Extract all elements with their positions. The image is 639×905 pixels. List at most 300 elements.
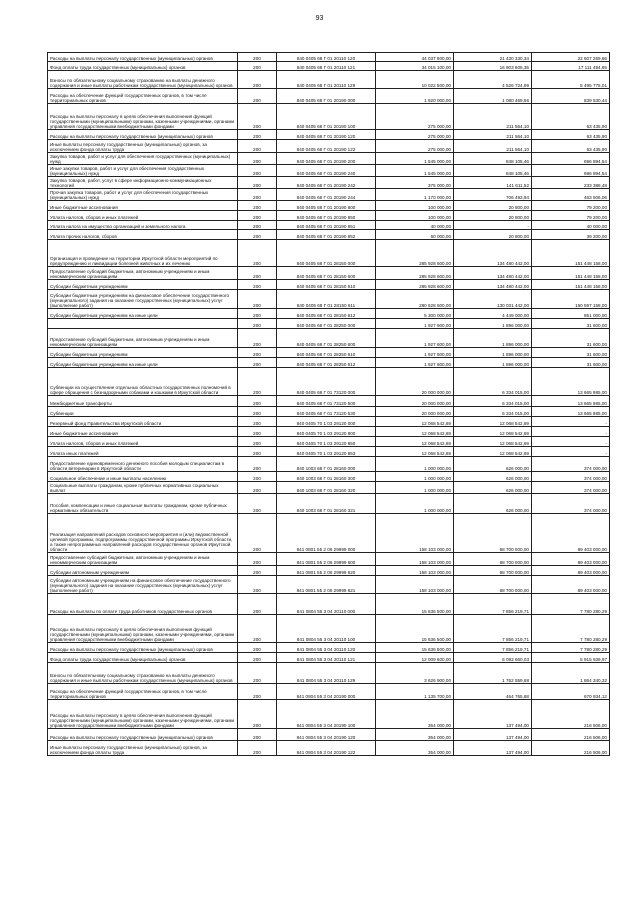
row-admin-code: 200 bbox=[238, 741, 277, 756]
table-row bbox=[48, 576, 610, 594]
row-unexecuted-amount: 7 780 280,29 bbox=[532, 615, 610, 643]
row-unexecuted-amount: - bbox=[532, 447, 610, 457]
row-unexecuted-amount: 696 894,54 bbox=[532, 153, 610, 165]
row-approved-amount: 354 000,00 bbox=[376, 741, 454, 756]
row-description: Межбюджетные трансферты bbox=[48, 396, 238, 407]
row-unexecuted-amount: 374 000,00 bbox=[532, 472, 610, 482]
table-row bbox=[48, 319, 610, 329]
row-budget-classification-code: 840 0405 68 Г 01 28150 612 bbox=[277, 309, 376, 319]
row-budget-classification-code: 840 0405 68 Г 01 28250 600 bbox=[277, 329, 376, 348]
row-approved-amount: 1 927 600,00 bbox=[376, 348, 454, 358]
row-approved-amount: 158 103 000,00 bbox=[376, 576, 454, 594]
row-description: Расходы на выплаты по оплате труда работников государственных органов bbox=[48, 594, 238, 615]
row-approved-amount: 15 636 500,00 bbox=[376, 594, 454, 615]
table-row bbox=[48, 494, 610, 514]
row-description: Прочая закупка товаров, работ и услуг для обеспечения государственных (муниципальных) нужд bbox=[48, 189, 238, 201]
row-approved-amount: 15 636 500,00 bbox=[376, 615, 454, 643]
table-row bbox=[48, 240, 610, 267]
row-description: Расходы на выплаты персоналу в целях обеспечения выполнения функций государственными (муниципальными) органами, казенными учреждениями, органами управления государственными внебюджетными фондами bbox=[48, 700, 238, 729]
row-executed-amount: 12 068 542,69 bbox=[454, 447, 532, 457]
budget-execution-table bbox=[47, 52, 610, 756]
row-admin-code: 200 bbox=[238, 594, 277, 615]
table-row bbox=[48, 130, 610, 140]
row-approved-amount: 44 037 600,00 bbox=[376, 53, 454, 62]
row-budget-classification-code: 841 0801 55 2 06 29999 620 bbox=[277, 566, 376, 576]
row-budget-classification-code: 840 1003 68 Г 01 28160 000 bbox=[277, 457, 376, 472]
row-approved-amount: 354 000,00 bbox=[376, 700, 454, 729]
row-executed-amount: 16 903 605,35 bbox=[454, 62, 532, 71]
row-approved-amount: 1 000 000,00 bbox=[376, 482, 454, 494]
row-budget-classification-code: 840 0405 70 1 03 29120 000 bbox=[277, 417, 376, 427]
row-executed-amount: 6 093 660,03 bbox=[454, 653, 532, 663]
row-budget-classification-code: 840 0405 68 Г 01 28250 000 bbox=[277, 319, 376, 329]
row-approved-amount: 100 000,00 bbox=[376, 201, 454, 211]
row-description: Уплата налогов, сборов и иных платежей bbox=[48, 211, 238, 221]
row-budget-classification-code: 841 0804 55 3 04 20190 100 bbox=[277, 700, 376, 729]
row-executed-amount: 137 494,00 bbox=[454, 700, 532, 729]
table-row bbox=[48, 230, 610, 240]
row-description: Взносы по обязательному социальному страхованию на выплаты денежного содержания и иные выплаты работникам государственных (муниципальных) органов bbox=[48, 663, 238, 684]
row-description: Резервный фонд Правительства Иркутской области bbox=[48, 417, 238, 427]
row-admin-code: 200 bbox=[238, 553, 277, 566]
row-executed-amount: 1 762 559,68 bbox=[454, 663, 532, 684]
table-row bbox=[48, 329, 610, 348]
row-unexecuted-amount: 31 600,00 bbox=[532, 358, 610, 368]
table-row bbox=[48, 457, 610, 472]
row-admin-code: 200 bbox=[238, 153, 277, 165]
row-admin-code: 200 bbox=[238, 165, 277, 177]
row-budget-classification-code: 840 0405 68 Г 01 20190 240 bbox=[277, 165, 376, 177]
row-approved-amount: 158 103 000,00 bbox=[376, 566, 454, 576]
row-approved-amount: 10 022 500,00 bbox=[376, 71, 454, 89]
row-budget-classification-code: 840 0405 68 Г 01 28250 612 bbox=[277, 358, 376, 368]
row-approved-amount: 158 103 000,00 bbox=[376, 514, 454, 553]
table-body bbox=[48, 53, 610, 756]
row-approved-amount: 1 545 000,00 bbox=[376, 165, 454, 177]
row-unexecuted-amount: 22 607 269,66 bbox=[532, 53, 610, 62]
row-budget-classification-code: 841 0804 55 3 04 20190 120 bbox=[277, 729, 376, 741]
row-executed-amount: 1 896 000,00 bbox=[454, 358, 532, 368]
row-admin-code: 200 bbox=[238, 457, 277, 472]
table-row bbox=[48, 643, 610, 653]
row-approved-amount: 285 928 600,00 bbox=[376, 280, 454, 290]
table-row bbox=[48, 348, 610, 358]
row-budget-classification-code: 840 1003 68 Г 01 28160 321 bbox=[277, 494, 376, 514]
row-executed-amount: 21 430 330,34 bbox=[454, 53, 532, 62]
row-description: Субсидии бюджетным учреждениям bbox=[48, 348, 238, 358]
row-unexecuted-amount: - bbox=[532, 437, 610, 447]
row-budget-classification-code: 840 1003 68 Г 01 28160 320 bbox=[277, 482, 376, 494]
row-approved-amount: 285 928 600,00 bbox=[376, 240, 454, 267]
row-approved-amount: 1 927 600,00 bbox=[376, 358, 454, 368]
row-budget-classification-code: 841 0804 55 3 04 20110 000 bbox=[277, 594, 376, 615]
row-budget-classification-code: 840 0405 70 1 03 29120 850 bbox=[277, 437, 376, 447]
row-admin-code: 200 bbox=[238, 643, 277, 653]
row-admin-code: 200 bbox=[238, 417, 277, 427]
row-description: Иные выплаты персоналу государственных (муниципальных) органов, за исключением фонда оплаты труда bbox=[48, 741, 238, 756]
row-admin-code: 200 bbox=[238, 684, 277, 700]
row-description: Субвенции bbox=[48, 407, 238, 417]
row-unexecuted-amount: 63 435,90 bbox=[532, 140, 610, 153]
row-admin-code: 200 bbox=[238, 230, 277, 240]
row-approved-amount: 3 626 900,00 bbox=[376, 663, 454, 684]
row-admin-code: 200 bbox=[238, 566, 277, 576]
row-admin-code: 200 bbox=[238, 447, 277, 457]
row-executed-amount: 7 856 219,71 bbox=[454, 643, 532, 653]
row-executed-amount: 464 765,88 bbox=[454, 684, 532, 700]
row-approved-amount: 20 000 000,00 bbox=[376, 407, 454, 417]
row-unexecuted-amount: 374 000,00 bbox=[532, 457, 610, 472]
row-description: Иные выплаты персоналу государственных (муниципальных) органов, за исключением фонда оплаты труда bbox=[48, 140, 238, 153]
row-admin-code: 200 bbox=[238, 576, 277, 594]
row-admin-code: 200 bbox=[238, 290, 277, 309]
row-admin-code: 200 bbox=[238, 89, 277, 104]
row-executed-amount: 68 700 000,00 bbox=[454, 566, 532, 576]
row-executed-amount: 20 800,00 bbox=[454, 230, 532, 240]
table-row bbox=[48, 53, 610, 62]
row-description: Реализация направлений расходов основного мероприятия и (или) ведомственной целевой программы, подпрограммы государственной программы Иркутской области, а также непрограммных направлений расходов государственных органов Иркутской области bbox=[48, 514, 238, 553]
row-unexecuted-amount: 151 448 158,00 bbox=[532, 240, 610, 267]
row-description: Иные бюджетные ассигнования bbox=[48, 201, 238, 211]
row-executed-amount: 6 334 015,00 bbox=[454, 368, 532, 396]
table-row bbox=[48, 417, 610, 427]
row-admin-code: 200 bbox=[238, 267, 277, 280]
table-row bbox=[48, 437, 610, 447]
row-budget-classification-code: 840 0405 68 Г 01 20190 200 bbox=[277, 153, 376, 165]
row-description: Субсидии бюджетным учреждениям на финансовое обеспечение государственного (муниципального) задания на оказание государственных (муниципальных) услуг (выполнение работ) bbox=[48, 290, 238, 309]
row-approved-amount: 15 636 500,00 bbox=[376, 643, 454, 653]
row-description: Расходы на обеспечение функций государственных органов, в том числе территориальных органов bbox=[48, 684, 238, 700]
row-budget-classification-code: 841 0804 55 3 04 20110 129 bbox=[277, 663, 376, 684]
row-executed-amount: 4 449 000,00 bbox=[454, 309, 532, 319]
row-budget-classification-code: 840 0405 68 Г 01 20190 244 bbox=[277, 189, 376, 201]
row-approved-amount: 1 000 000,00 bbox=[376, 472, 454, 482]
row-executed-amount: 7 856 219,71 bbox=[454, 615, 532, 643]
row-budget-classification-code: 841 0804 55 3 04 20110 100 bbox=[277, 615, 376, 643]
row-description: Субсидии автономным учреждениям на финансовое обеспечение государственного (муниципального) задания на оказание государственных (муниципальных) услуг (выполнение работ) bbox=[48, 576, 238, 594]
row-approved-amount: 375 000,00 bbox=[376, 177, 454, 189]
row-budget-classification-code: 840 0405 68 Г 01 20190 242 bbox=[277, 177, 376, 189]
row-description: Расходы на обеспечение функций государственных органов, в том числе территориальных органов bbox=[48, 89, 238, 104]
row-executed-amount: 706 493,94 bbox=[454, 189, 532, 201]
row-executed-amount: 7 856 219,71 bbox=[454, 594, 532, 615]
row-unexecuted-amount: 151 448 158,00 bbox=[532, 267, 610, 280]
row-budget-classification-code: 840 0405 68 Г 01 28150 610 bbox=[277, 280, 376, 290]
row-unexecuted-amount: 89 403 000,00 bbox=[532, 576, 610, 594]
row-executed-amount: 12 068 542,69 bbox=[454, 437, 532, 447]
row-admin-code: 200 bbox=[238, 104, 277, 130]
row-approved-amount: 12 068 542,69 bbox=[376, 417, 454, 427]
row-admin-code: 200 bbox=[238, 700, 277, 729]
table-row bbox=[48, 280, 610, 290]
table-row bbox=[48, 165, 610, 177]
row-description: Социальные выплаты гражданам, кроме публичных нормативных социальных выплат bbox=[48, 482, 238, 494]
row-executed-amount: 1 896 000,00 bbox=[454, 348, 532, 358]
row-unexecuted-amount: 839 530,44 bbox=[532, 89, 610, 104]
row-budget-classification-code: 840 0405 68 Г 01 73120 530 bbox=[277, 407, 376, 417]
row-budget-classification-code: 840 0405 68 Г 01 20190 800 bbox=[277, 201, 376, 211]
table-row bbox=[48, 684, 610, 700]
row-approved-amount: 354 000,00 bbox=[376, 729, 454, 741]
row-approved-amount: 12 009 600,00 bbox=[376, 653, 454, 663]
table-row bbox=[48, 358, 610, 368]
row-unexecuted-amount: 89 403 000,00 bbox=[532, 553, 610, 566]
table-row bbox=[48, 566, 610, 576]
row-unexecuted-amount: 13 665 985,00 bbox=[532, 407, 610, 417]
row-executed-amount: 626 000,00 bbox=[454, 494, 532, 514]
row-admin-code: 200 bbox=[238, 309, 277, 319]
row-admin-code: 200 bbox=[238, 396, 277, 407]
row-budget-classification-code: 840 0405 70 1 03 29120 800 bbox=[277, 427, 376, 437]
row-admin-code: 200 bbox=[238, 140, 277, 153]
row-unexecuted-amount: 17 111 494,65 bbox=[532, 62, 610, 71]
row-description: Субсидии бюджетным учреждениям bbox=[48, 280, 238, 290]
row-executed-amount: 6 334 015,00 bbox=[454, 407, 532, 417]
row-description: Закупка товаров, работ и услуг для обеспечения государственных (муниципальных) нужд bbox=[48, 153, 238, 165]
row-description: Расходы на выплаты персоналу государственных (муниципальных) органов bbox=[48, 643, 238, 653]
row-budget-classification-code: 841 0804 55 3 04 20190 000 bbox=[277, 684, 376, 700]
row-approved-amount: 100 000,00 bbox=[376, 211, 454, 221]
row-description: Расходы на выплаты персоналу в целях обеспечения выполнения функций государственными (муниципальными) органами, казенными учреждениями, органами управления государственными внебюджетными фондами bbox=[48, 615, 238, 643]
row-approved-amount: 5 300 000,00 bbox=[376, 309, 454, 319]
row-executed-amount: 848 105,46 bbox=[454, 165, 532, 177]
table-row bbox=[48, 729, 610, 741]
row-unexecuted-amount: 463 506,06 bbox=[532, 189, 610, 201]
row-unexecuted-amount: 696 894,54 bbox=[532, 165, 610, 177]
row-description: Субсидии автономным учреждениям bbox=[48, 566, 238, 576]
table-row bbox=[48, 663, 610, 684]
row-budget-classification-code: 840 0405 68 Г 01 20190 120 bbox=[277, 130, 376, 140]
row-approved-amount: 1 000 000,00 bbox=[376, 457, 454, 472]
row-approved-amount: 1 920 000,00 bbox=[376, 89, 454, 104]
table-row bbox=[48, 189, 610, 201]
row-unexecuted-amount: 63 435,90 bbox=[532, 130, 610, 140]
row-budget-classification-code: 840 0405 68 Г 01 20190 850 bbox=[277, 211, 376, 221]
row-unexecuted-amount: 7 780 280,29 bbox=[532, 643, 610, 653]
row-budget-classification-code: 841 0801 55 2 06 29999 000 bbox=[277, 514, 376, 553]
row-unexecuted-amount: 13 665 985,00 bbox=[532, 396, 610, 407]
row-executed-amount: 211 564,10 bbox=[454, 130, 532, 140]
row-executed-amount: 6 334 015,00 bbox=[454, 396, 532, 407]
table-row bbox=[48, 153, 610, 165]
row-admin-code: 200 bbox=[238, 201, 277, 211]
row-admin-code: 200 bbox=[238, 319, 277, 329]
row-admin-code: 200 bbox=[238, 472, 277, 482]
row-budget-classification-code: 840 0405 68 Г 01 20110 129 bbox=[277, 71, 376, 89]
row-description bbox=[48, 319, 238, 329]
row-description: Организация и проведение на территории Иркутской области мероприятий по предупреждению и ликвидации болезней животных и их лечению bbox=[48, 240, 238, 267]
row-description: Уплата налогов, сборов и иных платежей bbox=[48, 437, 238, 447]
row-admin-code: 200 bbox=[238, 71, 277, 89]
row-approved-amount: 280 628 600,00 bbox=[376, 290, 454, 309]
table-row bbox=[48, 427, 610, 437]
row-approved-amount: 1 927 600,00 bbox=[376, 319, 454, 329]
row-executed-amount: 1 896 000,00 bbox=[454, 329, 532, 348]
row-executed-amount: 130 031 442,00 bbox=[454, 290, 532, 309]
row-executed-amount: 141 611,52 bbox=[454, 177, 532, 189]
row-unexecuted-amount: 374 000,00 bbox=[532, 494, 610, 514]
row-approved-amount: 20 000 000,00 bbox=[376, 396, 454, 407]
row-unexecuted-amount: - bbox=[532, 417, 610, 427]
row-budget-classification-code: 840 0405 68 Г 01 20110 120 bbox=[277, 53, 376, 62]
row-admin-code: 200 bbox=[238, 62, 277, 71]
row-budget-classification-code: 840 0405 68 Г 01 73120 500 bbox=[277, 396, 376, 407]
row-approved-amount: 275 000,00 bbox=[376, 104, 454, 130]
row-admin-code: 200 bbox=[238, 437, 277, 447]
row-admin-code: 200 bbox=[238, 407, 277, 417]
row-executed-amount: 211 564,10 bbox=[454, 104, 532, 130]
row-description: Социальное обеспечение и иные выплаты населению bbox=[48, 472, 238, 482]
row-description: Иные закупки товаров, работ и услуг для обеспечения государственных (муниципальных) нужд bbox=[48, 165, 238, 177]
row-unexecuted-amount: 216 506,00 bbox=[532, 741, 610, 756]
row-budget-classification-code: 840 0405 68 Г 01 20110 121 bbox=[277, 62, 376, 71]
row-budget-classification-code: 840 0405 68 Г 01 28150 600 bbox=[277, 267, 376, 280]
table-row bbox=[48, 653, 610, 663]
row-executed-amount: 137 494,00 bbox=[454, 741, 532, 756]
row-approved-amount: 34 015 100,00 bbox=[376, 62, 454, 71]
row-executed-amount: 134 480 442,00 bbox=[454, 280, 532, 290]
table-row bbox=[48, 472, 610, 482]
row-description: Взносы по обязательному социальному страхованию на выплаты денежного содержания и иные выплаты работникам государственных (муниципальных) органов bbox=[48, 71, 238, 89]
row-budget-classification-code: 840 1003 68 Г 01 28160 300 bbox=[277, 472, 376, 482]
row-unexecuted-amount: 63 435,90 bbox=[532, 104, 610, 130]
row-admin-code: 200 bbox=[238, 130, 277, 140]
row-executed-amount: 20 800,00 bbox=[454, 211, 532, 221]
table-row bbox=[48, 447, 610, 457]
row-admin-code: 200 bbox=[238, 329, 277, 348]
row-admin-code: 200 bbox=[238, 53, 277, 62]
row-budget-classification-code: 840 0405 68 Г 01 20190 000 bbox=[277, 89, 376, 104]
table-row bbox=[48, 700, 610, 729]
row-admin-code: 200 bbox=[238, 663, 277, 684]
row-approved-amount: 1 545 000,00 bbox=[376, 153, 454, 165]
row-unexecuted-amount: 13 665 985,00 bbox=[532, 368, 610, 396]
row-approved-amount: 60 000,00 bbox=[376, 230, 454, 240]
row-budget-classification-code: 840 0405 68 Г 01 28150 000 bbox=[277, 240, 376, 267]
row-budget-classification-code: 840 0405 68 Г 01 28250 610 bbox=[277, 348, 376, 358]
row-admin-code: 200 bbox=[238, 653, 277, 663]
row-description: Предоставление единовременного денежного пособия молодым специалистам в области ветеринарии в Иркутской области bbox=[48, 457, 238, 472]
table-row bbox=[48, 594, 610, 615]
row-budget-classification-code: 841 0804 55 3 04 20190 122 bbox=[277, 741, 376, 756]
row-admin-code: 200 bbox=[238, 427, 277, 437]
row-description: Предоставление субсидий бюджетным, автономным учреждениям и иным некоммерческим организациям bbox=[48, 329, 238, 348]
table-row bbox=[48, 615, 610, 643]
table-row bbox=[48, 221, 610, 230]
table-row bbox=[48, 104, 610, 130]
row-description: Субвенции на осуществление отдельных областных государственных полномочий в сфере обращения с безнадзорными собаками и кошками в Иркутской области bbox=[48, 368, 238, 396]
row-approved-amount: 12 068 542,69 bbox=[376, 447, 454, 457]
row-admin-code: 200 bbox=[238, 211, 277, 221]
row-budget-classification-code: 840 0405 68 Г 01 20190 851 bbox=[277, 221, 376, 230]
row-unexecuted-amount: 374 000,00 bbox=[532, 482, 610, 494]
row-description: Расходы на выплаты персоналу государственных (муниципальных) органов bbox=[48, 729, 238, 741]
row-admin-code: 200 bbox=[238, 189, 277, 201]
row-budget-classification-code: 841 0801 55 2 06 29999 600 bbox=[277, 553, 376, 566]
row-executed-amount: 68 700 000,00 bbox=[454, 576, 532, 594]
row-executed-amount: 134 480 442,00 bbox=[454, 240, 532, 267]
row-executed-amount: 20 800,00 bbox=[454, 201, 532, 211]
row-admin-code: 200 bbox=[238, 729, 277, 741]
row-description: Пособия, компенсации и иные социальные выплаты гражданам, кроме публичных нормативных обязательств bbox=[48, 494, 238, 514]
row-executed-amount: 626 000,00 bbox=[454, 457, 532, 472]
row-budget-classification-code: 840 0405 68 Г 01 20190 122 bbox=[277, 140, 376, 153]
table-row bbox=[48, 201, 610, 211]
row-budget-classification-code: 840 0405 68 Г 01 20190 100 bbox=[277, 104, 376, 130]
row-admin-code: 200 bbox=[238, 177, 277, 189]
row-approved-amount: 12 068 542,69 bbox=[376, 427, 454, 437]
table-row bbox=[48, 407, 610, 417]
row-approved-amount: 20 000 000,00 bbox=[376, 368, 454, 396]
row-executed-amount: 68 700 000,00 bbox=[454, 553, 532, 566]
row-unexecuted-amount: 79 200,00 bbox=[532, 201, 610, 211]
row-budget-classification-code: 840 0405 70 1 03 29120 853 bbox=[277, 447, 376, 457]
row-unexecuted-amount: 31 600,00 bbox=[532, 319, 610, 329]
row-unexecuted-amount: 89 403 000,00 bbox=[532, 566, 610, 576]
row-description: Субсидии бюджетным учреждениям на иные цели bbox=[48, 358, 238, 368]
row-approved-amount: 285 928 600,00 bbox=[376, 267, 454, 280]
table-row bbox=[48, 62, 610, 71]
row-admin-code: 200 bbox=[238, 348, 277, 358]
row-budget-classification-code: 841 0804 55 3 04 20110 121 bbox=[277, 653, 376, 663]
row-executed-amount: 211 564,10 bbox=[454, 140, 532, 153]
row-unexecuted-amount: 31 600,00 bbox=[532, 348, 610, 358]
row-approved-amount: 1 135 700,00 bbox=[376, 684, 454, 700]
row-admin-code: 200 bbox=[238, 280, 277, 290]
row-approved-amount: 275 000,00 bbox=[376, 130, 454, 140]
row-executed-amount: - bbox=[454, 221, 532, 230]
row-unexecuted-amount: 1 864 340,32 bbox=[532, 663, 610, 684]
table-row bbox=[48, 140, 610, 153]
row-unexecuted-amount: 7 780 280,29 bbox=[532, 594, 610, 615]
row-approved-amount: 1 927 600,00 bbox=[376, 329, 454, 348]
row-description: Уплата иных платежей bbox=[48, 447, 238, 457]
row-description: Предоставление субсидий бюджетным, автономным учреждениям и иным некоммерческим организациям bbox=[48, 267, 238, 280]
table-row bbox=[48, 267, 610, 280]
row-admin-code: 200 bbox=[238, 514, 277, 553]
row-description: Уплата прочих налогов, сборов bbox=[48, 230, 238, 240]
table-row bbox=[48, 482, 610, 494]
row-budget-classification-code: 840 0405 68 Г 01 20190 852 bbox=[277, 230, 376, 240]
row-unexecuted-amount: 40 000,00 bbox=[532, 221, 610, 230]
row-unexecuted-amount: 150 597 158,00 bbox=[532, 290, 610, 309]
row-admin-code: 200 bbox=[238, 615, 277, 643]
row-unexecuted-amount: 216 506,00 bbox=[532, 729, 610, 741]
page-number: 93 bbox=[315, 15, 324, 22]
row-unexecuted-amount: 670 934,12 bbox=[532, 684, 610, 700]
table-row bbox=[48, 514, 610, 553]
table-row bbox=[48, 71, 610, 89]
row-unexecuted-amount: 79 200,00 bbox=[532, 211, 610, 221]
row-executed-amount: 12 068 542,69 bbox=[454, 417, 532, 427]
row-unexecuted-amount: 89 403 000,00 bbox=[532, 514, 610, 553]
table-row bbox=[48, 211, 610, 221]
row-description: Расходы на выплаты персоналу государственных (муниципальных) органов bbox=[48, 53, 238, 62]
row-admin-code: 200 bbox=[238, 221, 277, 230]
row-executed-amount: 68 700 000,00 bbox=[454, 514, 532, 553]
row-admin-code: 200 bbox=[238, 482, 277, 494]
row-approved-amount: 275 000,00 bbox=[376, 140, 454, 153]
row-admin-code: 200 bbox=[238, 358, 277, 368]
row-budget-classification-code: 840 0405 68 Г 01 28150 611 bbox=[277, 290, 376, 309]
row-admin-code: 200 bbox=[238, 240, 277, 267]
row-executed-amount: 137 494,00 bbox=[454, 729, 532, 741]
row-executed-amount: 848 105,46 bbox=[454, 153, 532, 165]
table-row bbox=[48, 741, 610, 756]
row-admin-code: 200 bbox=[238, 494, 277, 514]
row-unexecuted-amount: - bbox=[532, 427, 610, 437]
row-approved-amount: 1 170 000,00 bbox=[376, 189, 454, 201]
